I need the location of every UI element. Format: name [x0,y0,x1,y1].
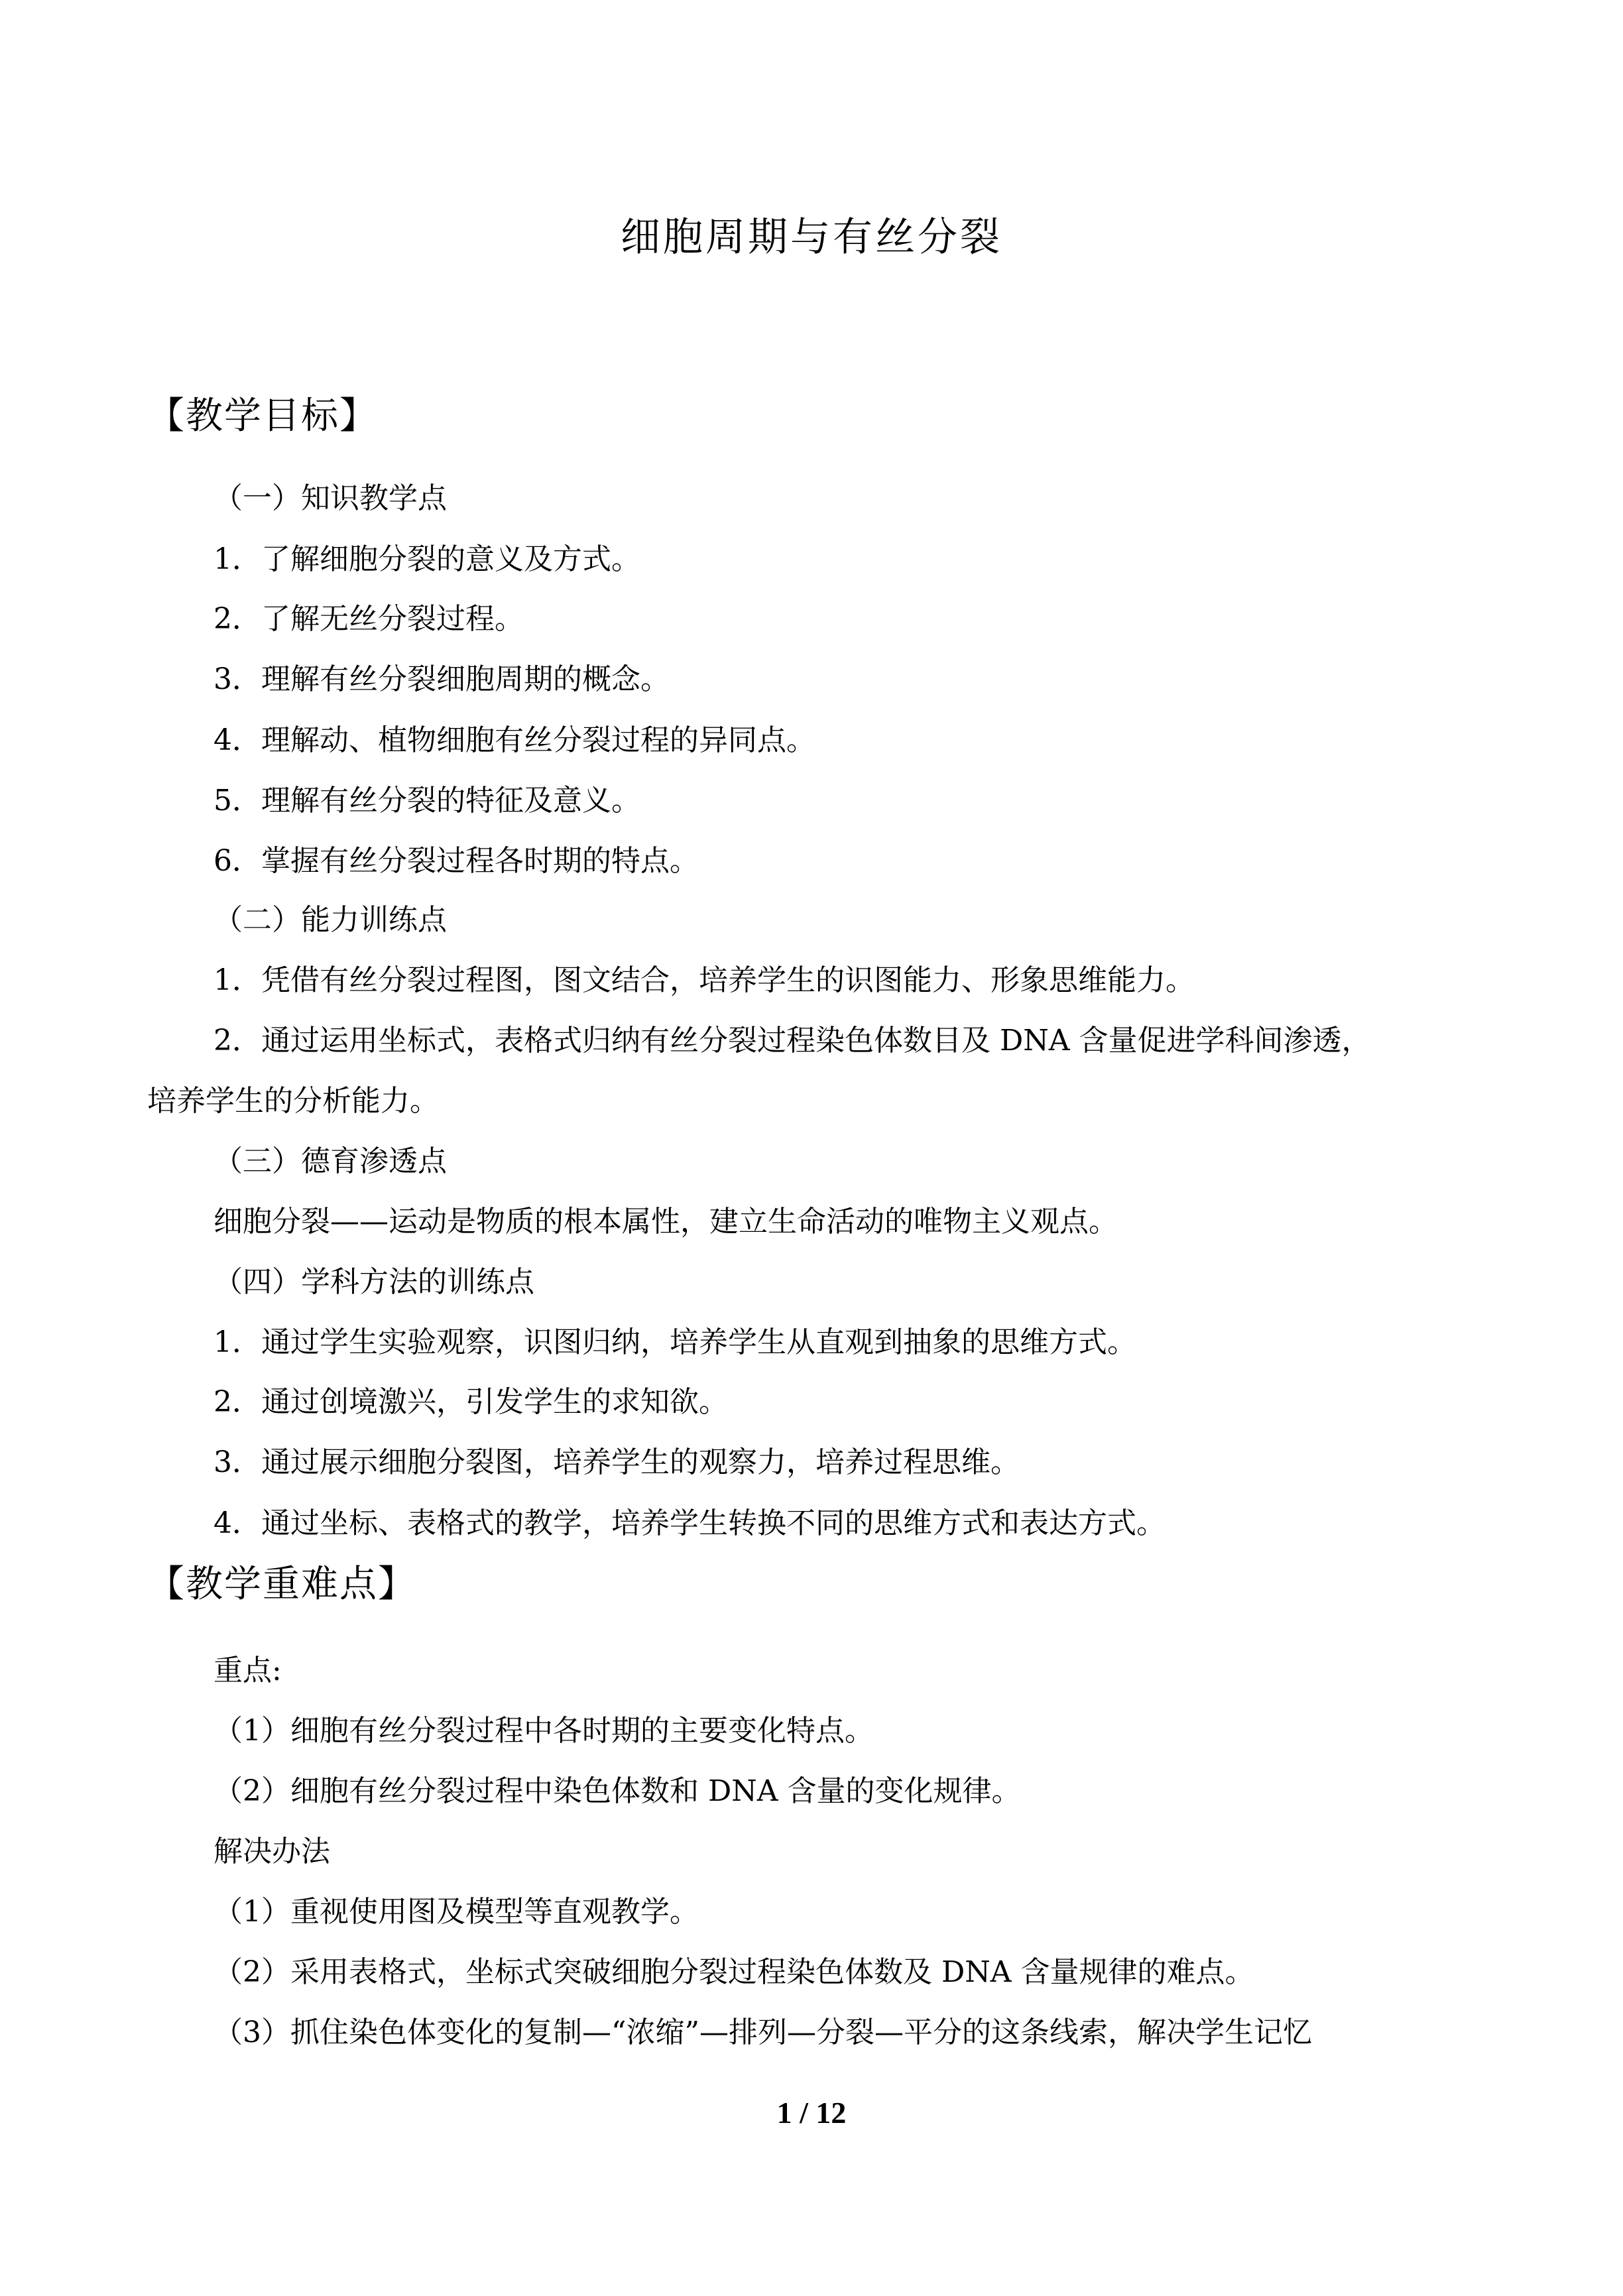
list-item: 2．通过运用坐标式，表格式归纳有丝分裂过程染色体数目及 DNA 含量促进学科间渗透， [213,1024,1371,1057]
list-item: （3）抓住染色体变化的复制—“浓缩”—排列—分裂—平分的这条线索，解决学生记忆 [213,2016,1312,2049]
list-item: （1）细胞有丝分裂过程中各时期的主要变化特点。 [213,1714,874,1748]
list-item: （2）采用表格式，坐标式突破细胞分裂过程染色体数及 DNA 含量规律的难点。 [213,1955,1254,1989]
list-item: 1．凭借有丝分裂过程图，图文结合，培养学生的识图能力、形象思维能力。 [213,963,1195,997]
list-item: 1．了解细胞分裂的意义及方式。 [213,542,640,576]
list-item: 4．通过坐标、表格式的教学，培养学生转换不同的思维方式和表达方式。 [213,1506,1166,1540]
subheading-method: （四）学科方法的训练点 [213,1265,534,1299]
page-number: 1 / 12 [776,2096,847,2130]
label-solution: 解决办法 [213,1835,330,1868]
list-item: 6．掌握有丝分裂过程各时期的特点。 [213,844,699,878]
list-item: 3．理解有丝分裂细胞周期的概念。 [213,662,670,696]
page-title: 细胞周期与有丝分裂 [621,214,1002,261]
section-heading-objectives: 【教学目标】 [147,394,378,438]
list-item: 2．了解无丝分裂过程。 [213,602,524,636]
list-item: 2．通过创境激兴，引发学生的求知欲。 [213,1385,728,1419]
subheading-moral: （三）德育渗透点 [213,1144,447,1178]
list-item-continuation: 培养学生的分析能力。 [147,1084,439,1118]
subheading-knowledge: （一）知识教学点 [213,481,447,515]
label-focus: 重点: [213,1654,282,1687]
list-item: 4．理解动、植物细胞有丝分裂过程的异同点。 [213,723,815,757]
list-item: 1．通过学生实验观察，识图归纳，培养学生从直观到抽象的思维方式。 [213,1325,1136,1359]
list-item: 3．通过展示细胞分裂图，培养学生的观察力，培养过程思维。 [213,1445,1020,1479]
section-heading-key-points: 【教学重难点】 [147,1563,416,1606]
list-item: 5．理解有丝分裂的特征及意义。 [213,784,640,817]
subheading-ability: （二）能力训练点 [213,903,447,937]
list-item: （1）重视使用图及模型等直观教学。 [213,1895,699,1929]
paragraph-moral: 细胞分裂——运动是物质的根本属性，建立生命活动的唯物主义观点。 [213,1205,1118,1239]
list-item: （2）细胞有丝分裂过程中染色体数和 DNA 含量的变化规律。 [213,1774,1021,1808]
